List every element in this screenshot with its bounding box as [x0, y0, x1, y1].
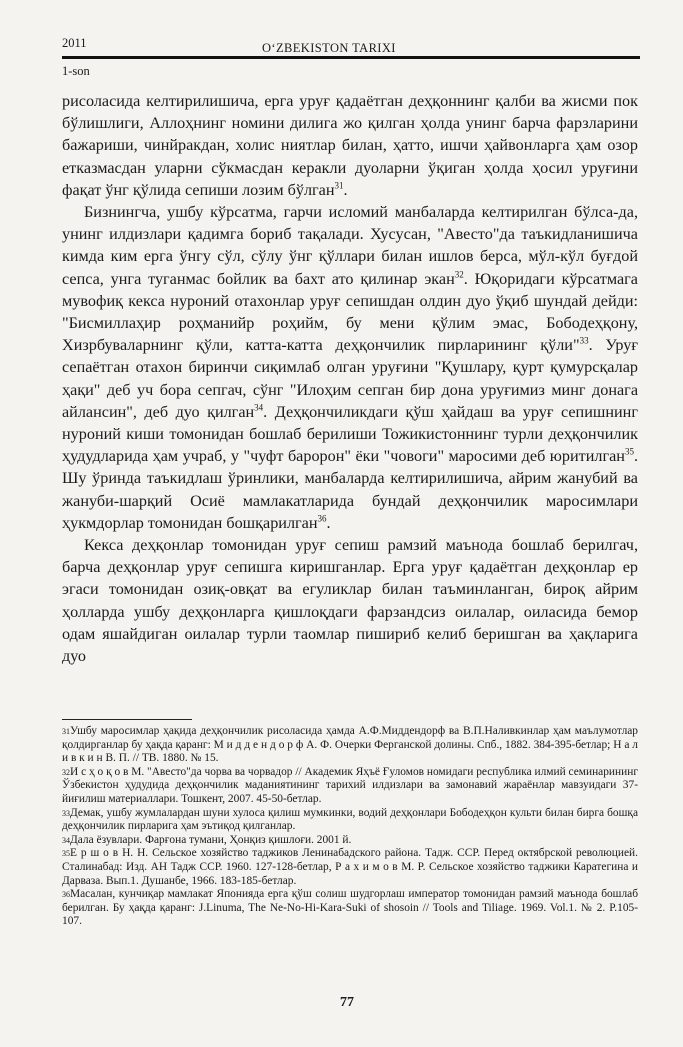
- issue-number: 1-son: [62, 64, 90, 78]
- footnote-ref-34: 34: [254, 402, 264, 413]
- paragraph-3: Кекса деҳқонлар томонидан уруғ сепиш рамзий маънода бошлаб берилгач, барча деҳқонлар уруғ сепишга киришганлар. Ерга уруғ қадаётган деҳқонлар ер эгаси томонидан озиқ-овқат ва егуликлар билан таъминланган, бироқ айрим ҳолларда ушбу деҳқонларга қишлоқдаги фарзандсиз оилалар, оиласида бемор одам яшайдиган оилалар турли таомлар пишириб келиб беришган ва ҳақларига дуо: [62, 536, 638, 666]
- footnote-36: $^{36}$Масалан, кунчиқар мамлакат Японияда ерга қўш солиш шудгорлаш император томонидан рамзий маънода бошлаб берилган. Бу ҳақда қаранг: J.Linuma, The Ne-No-Hi-Kara-Suki of shosoin // Tools and Tiliage. 1969. Vol.1. № 2. P.105-107.: [62, 888, 638, 928]
- footnote-ref-32: 32: [454, 269, 464, 280]
- footnote-ref-36: 36: [317, 513, 327, 524]
- footnote-31: $^{31}$Ушбу маросимлар ҳақида деҳқончилик рисоласида ҳамда А.Ф.Миддендорф ва В.П.Наливкинлар ҳам маълумотлар қолдирганлар бу ҳақда қаранг: М и д д е н д о р ф А. Ф. Очерки Ферганской долины. Спб., 1882. 384-395-бетлар; Н а л и в к и н В. П. // ТВ. 1880. № 15.: [62, 725, 638, 765]
- footnote-ref-31: 31: [334, 180, 344, 191]
- footnote-ref-35: 35: [624, 446, 634, 457]
- paragraph-1: рисоласида келтирилишича, ерга уруғ қадаётган деҳқоннинг қалби ва жисми пок бўлишлиги, Аллоҳнинг номини дилига жо қилган ҳолда унинг барча фарзларини бажариши, чинйракдан, холис ниятлар билан, ҳатто, ишчи ҳайвонларга ҳам озор етказмасдан уларни сўкмасдан керакли дуоларни ўқиган ҳолда ҳосил уруғини фақат ўнг қўлида сепиши лозим бўлган$^{31}$.: [62, 92, 638, 199]
- footnote-33: $^{33}$Демак, ушбу жумлалардан шуни хулоса қилиш мумкинки, водий деҳқонлари Бободеҳқон культи билан бирга бошқа деҳқончилик пирларига ҳам эътиқод қилганлар.: [62, 806, 638, 833]
- header-rule: [62, 56, 640, 59]
- page-number: 77: [340, 995, 354, 1010]
- paragraph-2: Бизнингча, ушбу кўрсатма, гарчи исломий манбаларда келтирилган бўлса-да, унинг илдизлари қадимга бориб тақалади. Хусусан, "Авесто"да таъкидланишича кимда ким ерга ўнгу сўл, сўлу ўнг қўллари билан ишлов берса, мўл-кўл буғдой сепса, унга туганмас бойлик ва бахт ато қилинар экан$^{32}$. Юқоридаги кўрсатмага мувофиқ кекса нуроний отахонлар уруғ сепишдан олдин дуо ўқиб шундай дейди: "Бисмиллаҳир роҳманийр роҳийм, бу мени қўлим эмас, Бободеҳқону, Хизрбуваларнинг қўли, катта-катта деҳқончилик пирларининг қўли"$^{33}$. Уруғ сепаётган отахон биринчи сиқимлаб олган уруғини "Қушлару, қурт қумурсқалар ҳақи" деб уч бора сепгач, сўнг "Илоҳим сепган бир дона уруғимиз минг донага айлансин", деб дуо қилган$^{34}$. Деҳқончиликдаги қўш ҳайдаш ва уруғ сепишнинг нуроний киши томонидан бошлаб берилиши Тожикистоннинг турли деҳқончилик ҳудудларида ҳам учраб, у "чуфт бaророн" ёки "човоги" маросими деб юритилган$^{35}$. Шу ўринда таъкидлаш ўринлики, манбаларда келтирилишича, айрим жанубий ва жануби-шарқий Осиё мамлакатларида бундай деҳқончилик маросимлари ҳукмдорлар томонидан бошқарилган$^{36}$.: [62, 203, 638, 532]
- header-year: 2011: [62, 36, 87, 50]
- footnotes: [62, 725, 638, 929]
- footnote-separator: [62, 719, 192, 720]
- footnote-32: $^{32}$И с ҳ о қ о в М. "Авесто"да чорва ва чорвадор // Академик Яҳъё Ғуломов номидаги республика илмий семинарининг Ўзбекистон ҳудудида деҳқончилик маданиятининг тарихий илдизлари ва замонавий жараёнлар мавзуидаги 37-йиғилиш материаллари. Тошкент, 2007. 45-50-бетлар.: [62, 765, 638, 805]
- footnote-ref-33: 33: [579, 335, 589, 346]
- running-header: [62, 36, 638, 78]
- footnote-34: $^{34}$Дала ёзувлари. Фарғона тумани, Ҳонқиз қишлоғи. 2001 й.: [62, 833, 352, 846]
- document-page: [62, 0, 638, 1047]
- footnote-35: $^{35}$Е р ш о в Н. Н. Сельское хозяйство таджиков Ленинабадского района. Тадж. ССР. Перед октябрской революцией. Сталинабад: Изд. АН Тадж ССР. 1960. 127-128-бетлар, Р а х и м о в М. Р. Сельское хозяйство таджики Каратегина и Дарваза. Вып.1. Душанбе, 1966. 183-185-бетлар.: [62, 847, 638, 887]
- body-text: [62, 90, 638, 667]
- journal-title: O‘ZBEKISTON TARIXI: [262, 41, 396, 55]
